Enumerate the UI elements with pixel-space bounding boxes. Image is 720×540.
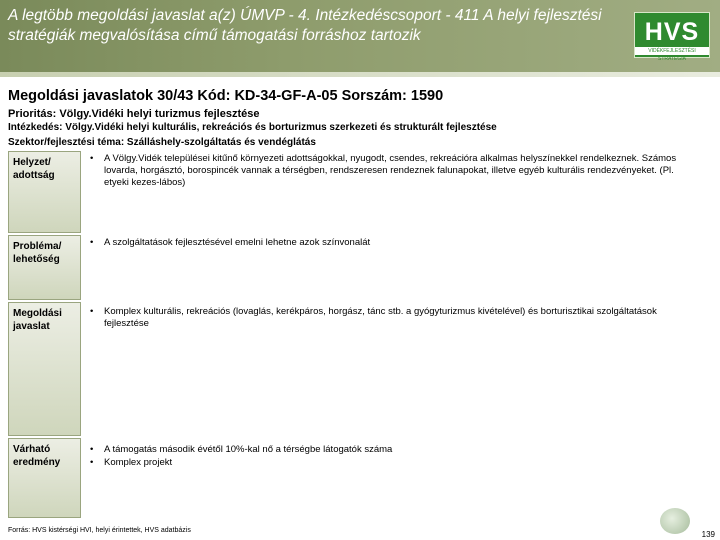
bullets-problem bbox=[90, 237, 700, 250]
bullet-text: Komplex kulturális, rekreációs (lovaglás, kerékpáros, horgász, tánc stb. a gyógyturizmus kivételével) és borturisztikai szolgáltatások fejlesztése bbox=[104, 306, 657, 329]
logo-text: HVS bbox=[644, 18, 700, 46]
sector-line: Szektor/fejlesztési téma: Szálláshely-szolgáltatás és vendéglátás bbox=[8, 137, 316, 148]
list-item bbox=[90, 457, 700, 469]
logo-subtitle: VIDÉKFEJLESZTÉSI STRATÉGIA bbox=[635, 47, 709, 55]
bullets-situation bbox=[90, 153, 700, 190]
bullet-text: A szolgáltatások fejlesztésével emelni lehetne azok színvonalát bbox=[104, 237, 371, 248]
header-divider bbox=[0, 72, 720, 77]
list-item bbox=[90, 237, 700, 249]
list-item bbox=[90, 306, 700, 330]
label-situation: Helyzet/ adottság bbox=[8, 151, 81, 233]
bullet-text: A támogatás második évétől 10%-kal nő a térségbe látogatók száma bbox=[104, 444, 393, 455]
label-solution: Megoldási javaslat bbox=[8, 302, 81, 436]
page-number: 139 bbox=[701, 530, 715, 539]
measure-line: Intézkedés: Völgy.Vidéki helyi kulturális, rekreációs és borturizmus szerkezeti és strukturált fejlesztése bbox=[8, 122, 497, 133]
bullet-icon: • bbox=[90, 306, 94, 317]
hvs-logo bbox=[634, 12, 710, 62]
label-problem: Probléma/ lehetőség bbox=[8, 235, 81, 300]
bullet-icon: • bbox=[90, 444, 94, 455]
globe-icon bbox=[660, 508, 690, 534]
bullets-solution bbox=[90, 306, 700, 331]
bullet-text: Komplex projekt bbox=[104, 457, 173, 468]
page-title: Megoldási javaslatok 30/43 Kód: KD-34-GF-A-05 Sorszám: 1590 bbox=[8, 88, 444, 104]
list-item bbox=[90, 153, 700, 189]
label-expected-result: Várható eredmény bbox=[8, 438, 81, 518]
list-item bbox=[90, 444, 700, 456]
bullet-icon: • bbox=[90, 457, 94, 468]
bullets-expected-result bbox=[90, 444, 700, 470]
footer-source: Forrás: HVS kistérségi HVI, helyi érintettek, HVS adatbázis bbox=[8, 527, 191, 534]
bullet-icon: • bbox=[90, 237, 94, 248]
header-bar bbox=[0, 0, 720, 72]
priority-line: Prioritás: Völgy.Vidéki helyi turizmus fejlesztése bbox=[8, 108, 260, 120]
bullet-text: A Völgy.Vidék települései kitűnő környezeti adottságokkal, nyugodt, csendes, rekreációra alkalmas helyszínekkel rendelkeznek. Számos lovarda, horgásztó, borospincék vannak a térségben, rendszeresen rendeznek falunapokat, illetve egyéb kulturális rendezvényeket. (Pl. etyeki kezes-lábos) bbox=[104, 153, 677, 188]
bullet-icon: • bbox=[90, 153, 94, 164]
header-title: A legtöbb megoldási javaslat a(z) ÚMVP - 4. Intézkedéscsoport - 411 A helyi fejlesztési stratégiák megvalósítása című támogatási forráshoz tartozik bbox=[8, 7, 602, 44]
